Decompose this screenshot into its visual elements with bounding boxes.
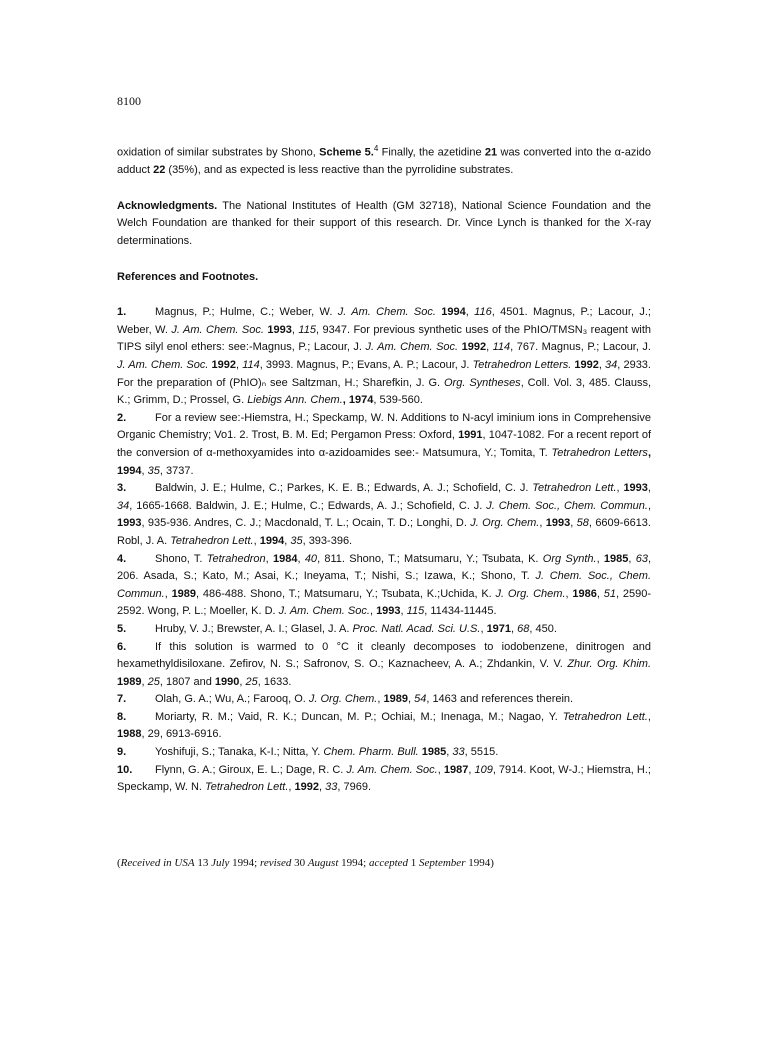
reference-segment: , 1633. (257, 675, 292, 688)
intro-text-1: oxidation of similar substrates by Shono, (117, 146, 320, 159)
accepted-label: accepted (368, 857, 409, 869)
reference-segment: 33 (452, 746, 465, 759)
reference-item (117, 762, 651, 797)
reference-segment: , (377, 693, 384, 706)
reference-item (117, 709, 651, 744)
reference-item (117, 410, 651, 480)
reference-segment: , (288, 781, 295, 794)
reference-segment: J. Am. Chem. Soc. (365, 341, 459, 354)
reference-item (117, 304, 651, 410)
reference-segment: 114 (492, 341, 511, 354)
reference-segment: 1994 (259, 534, 285, 547)
reference-segment: , 1974 (342, 394, 374, 407)
reference-segment: 1988 (117, 728, 142, 741)
reference-segment: 1989 (117, 675, 142, 688)
reference-segment: , 3737. (159, 464, 194, 477)
reference-number: 4. (117, 552, 127, 565)
reference-segment: , (486, 341, 493, 354)
reference-segment: , 5515. (464, 746, 499, 759)
reference-segment: 1984 (273, 552, 298, 565)
reference-segment: , (647, 710, 651, 723)
received-line (117, 857, 677, 869)
accepted-date: 1 (408, 857, 420, 869)
reference-segment: Tetrahedron Letters. (472, 359, 572, 371)
reference-item (117, 480, 651, 550)
reference-segment: , Coll. Vol. 3, 485. Clauss, K.; Grimm, D.; Prossel, G. (117, 376, 651, 407)
received-month: July (211, 857, 230, 869)
reference-number: 10. (117, 763, 133, 776)
reference-segment: J. Org. Chem. (470, 517, 540, 530)
reference-segment: , (596, 587, 604, 600)
reference-segment: 1989 (383, 693, 408, 706)
reference-segment: Magnus, P.; Hulme, C.; Weber, W. (155, 306, 338, 319)
reference-number: 6. (117, 640, 127, 653)
accepted-year: 1994) (465, 857, 494, 869)
reference-segment: , 9347. For previous synthetic uses of the PhIO/TMSN₃ reagent with TIPS silyl enol ethers: see:-Magnus, P.; Lacour, J. (117, 323, 652, 354)
reference-segment: , 11434-11445. (424, 605, 497, 618)
reference-segment: , 7914. Koot, W-J.; Hiemstra, H.; Speckamp, W. N. (117, 763, 651, 794)
reference-segment: 40 (304, 552, 318, 565)
reference-segment: Zhur. Org. Khim. (567, 658, 652, 671)
revised-date: 30 (291, 857, 308, 869)
reference-segment: 35 (147, 464, 160, 477)
reference-segment: , (141, 675, 148, 688)
reference-segment: 51 (603, 587, 616, 600)
reference-segment: 58 (576, 517, 589, 530)
reference-segment: , 1463 and references therein. (426, 693, 574, 706)
article-body (117, 140, 651, 797)
reference-segment: 1993 (623, 482, 648, 495)
reference-segment: , 29, 6913-6916. (141, 728, 222, 741)
reference-segment: , (465, 306, 475, 319)
reference-segment: 1993 (117, 517, 142, 530)
revised-year: 1994; (338, 857, 369, 869)
reference-item (117, 744, 651, 762)
reference-item (117, 621, 651, 639)
reference-segment: , (319, 781, 326, 794)
references-heading: References and Footnotes. (117, 270, 259, 283)
reference-segment: 54 (414, 693, 427, 706)
reference-number: 7. (117, 693, 127, 706)
reference-segment: J. Org. Chem. (495, 587, 566, 600)
reference-segment: , 1047-1082. For a recent report of the conversion of α-methoxyamides into α-azidoamides see:- Matsumura, Y.; Tomita, T. (117, 429, 651, 459)
reference-segment: 1971 (486, 622, 512, 635)
reference-segment: , (291, 323, 299, 336)
reference-segment: Tetrahedron (206, 552, 266, 565)
reference-segment: 115 (298, 323, 316, 336)
reference-segment: 1985 (603, 552, 629, 565)
reference-segment: Org. Syntheses (444, 376, 521, 389)
reference-number: 8. (117, 710, 127, 723)
reference-segment: , 539-560. (373, 394, 423, 407)
reference-segment: 1989 (171, 587, 197, 600)
reference-number: 2. (117, 411, 127, 424)
intro-text-3: was converted into the α-azido adduct (117, 146, 651, 177)
reference-segment: 114 (242, 359, 260, 371)
reference-segment: 1992 (571, 359, 599, 371)
reference-segment: 1993 (376, 605, 401, 618)
reference-segment: 1985 (418, 746, 447, 759)
reference-segment: , 811. Shono, T.; Matsumaru, Y.; Tsubata, K. (317, 552, 543, 565)
reference-segment: , (570, 517, 577, 530)
references-list (117, 304, 651, 797)
reference-segment: Hruby, V. J.; Brewster, A. I.; Glasel, J. A. (155, 622, 353, 635)
reference-segment: , (480, 622, 487, 635)
reference-segment: , 2933. For the preparation of (PhIO)ₙ see Saltzman, H.; Sharefkin, J. G. (117, 359, 651, 389)
reference-item (117, 551, 651, 621)
reference-number: 1. (117, 306, 127, 319)
reference-segment: , 393-396. (302, 534, 353, 547)
reference-segment: Chem. Pharm. Bull. (323, 746, 419, 759)
reference-segment: For a review see:-Hiemstra, H.; Speckamp, W. N. Additions to N-acyl iminium ions in Comprehensive Organic Chemistry; Vo1. 2. Trost, B. M. Ed; Pergamon Press: Oxford, (117, 411, 651, 442)
reference-segment: If this solution is warmed to 0 °C it cleanly decomposes to iodobenzene, dinitrogen and hexamethyldisiloxane. Zefirov, N. S.; Safronov, S. O.; Kaznacheev, A. A.; Zhdankin, V. V. (117, 640, 651, 671)
reference-segment: 25 (245, 675, 258, 688)
reference-segment: , (565, 587, 573, 600)
revised-month: August (307, 857, 339, 869)
reference-segment: 34 (117, 499, 130, 512)
reference-segment: , (265, 552, 273, 565)
received-year: 1994; (229, 857, 260, 869)
reference-segment: 1986 (572, 587, 597, 600)
reference-segment: 33 (325, 781, 338, 794)
reference-segment: 1993 (263, 323, 292, 336)
reference-segment: Liebigs Ann. Chem. (247, 394, 343, 407)
received-label: Received in USA (120, 857, 195, 869)
reference-segment: Proc. Natl. Acad. Sci. U.S. (352, 622, 481, 635)
accepted-month: September (419, 857, 466, 869)
reference-segment: , 7969. (337, 781, 372, 794)
reference-segment: J. Chem. Soc., Chem. Commun. (117, 570, 651, 600)
reference-segment: , (446, 746, 453, 759)
reference-segment: Moriarty, R. M.; Vaid, R. K.; Duncan, M. P.; Ochiai, M.; Inenaga, M.; Nagao, Y. (155, 710, 563, 723)
reference-segment: J. Org. Chem. (308, 693, 378, 706)
reference-segment: 1991 (458, 429, 483, 442)
page-number: 8100 (117, 94, 141, 108)
reference-segment: , (253, 534, 260, 547)
reference-segment: , (598, 359, 606, 371)
reference-segment: J. Chem. Soc., Chem. Commun. (486, 499, 648, 512)
reference-segment: 1993 (545, 517, 571, 530)
reference-segment: J. Am. Chem. Soc. (337, 306, 436, 319)
reference-segment: 63 (635, 552, 648, 565)
reference-number: 5. (117, 622, 127, 635)
reference-segment: Tetrahedron Lett. (205, 781, 289, 794)
reference-segment: , 767. Magnus, P.; Lacour, J. (510, 341, 651, 354)
reference-segment: , (400, 605, 407, 618)
reference-segment: , (297, 552, 305, 565)
reference-segment: , 1994 (117, 446, 651, 477)
reference-segment: , (407, 693, 415, 706)
reference-item (117, 691, 651, 709)
reference-segment: , 206. Asada, S.; Kato, M.; Asai, K.; Ineyama, T.; Nishi, S.; Izawa, K.; Shono, T. (117, 552, 652, 583)
reference-segment: , (596, 552, 604, 565)
reference-segment: Tetrahedron Letters (551, 446, 648, 459)
revised-label: revised (259, 857, 292, 869)
reference-segment: Org Synth. (542, 552, 597, 565)
reference-segment: , 1807 and (159, 675, 215, 688)
reference-segment: 25 (147, 675, 160, 688)
reference-number: 3. (117, 482, 127, 495)
reference-segment: 68 (517, 622, 530, 635)
compound-21: 21 (484, 146, 498, 159)
reference-segment: , 3993. Magnus, P.; Evans, A. P.; Lacour, J. (259, 359, 473, 371)
reference-segment: 1992 (294, 781, 320, 794)
reference-segment: J. Am. Chem. Soc. (346, 763, 438, 776)
reference-segment: 34 (605, 359, 618, 371)
intro-paragraph (117, 140, 651, 180)
reference-segment: , (628, 552, 636, 565)
reference-segment: 115 (406, 605, 425, 618)
reference-segment: , (239, 675, 246, 688)
reference-segment: , (236, 359, 243, 371)
reference-segment: 1990 (214, 675, 240, 688)
scheme-reference: Scheme 5. (319, 146, 374, 159)
reference-segment: , (468, 763, 475, 776)
reference-segment: , 1665-1668. Baldwin, J. E.; Hulme, C.; Edwards, A. J.; Schofield, C. J. (129, 499, 487, 512)
reference-segment: , (369, 605, 377, 618)
reference-segment: , 450. (529, 622, 557, 635)
reference-segment: J. Am. Chem. Soc. (171, 323, 264, 336)
reference-segment: , 6609-6613. Robl, J. A. (117, 517, 651, 547)
received-open: ( (117, 857, 121, 869)
reference-segment: Baldwin, J. E.; Hulme, C.; Parkes, K. E. B.; Edwards, A. J.; Schofield, C. J. (155, 482, 533, 495)
reference-segment: 109 (474, 763, 493, 776)
reference-segment: , (141, 464, 148, 477)
reference-segment: , (616, 482, 624, 495)
reference-segment: , (647, 499, 652, 512)
reference-segment: , (437, 763, 444, 776)
reference-number: 9. (117, 746, 127, 759)
reference-segment: , 935-936. Andres, C. J.; Macdonald, T. L.; Ocain, T. D.; Longhi, D. (141, 517, 471, 530)
reference-segment: , (164, 587, 172, 600)
intro-text-4: (35%), and as expected is less reactive than the pyrrolidine substrates. (165, 164, 514, 177)
reference-segment: , (539, 517, 546, 530)
received-date: 13 (194, 857, 212, 869)
reference-segment: , (647, 482, 651, 495)
acknowledgments-heading: Acknowledgments. (117, 199, 218, 212)
acknowledgments-paragraph (117, 198, 651, 251)
intro-text-2: Finally, the azetidine (378, 146, 485, 159)
reference-segment: 1992 (458, 341, 487, 354)
reference-segment: J. Am. Chem. Soc. (117, 359, 209, 371)
reference-segment: Shono, T. (155, 552, 207, 565)
compound-22: 22 (153, 164, 166, 177)
reference-segment: Tetrahedron Lett. (532, 482, 617, 495)
reference-segment: , (284, 534, 291, 547)
reference-segment: Tetrahedron Lett. (562, 710, 648, 723)
citation-superscript: 4 (373, 144, 379, 153)
reference-segment: Yoshifuji, S.; Tanaka, K-I.; Nitta, Y. (155, 746, 324, 759)
reference-segment: Olah, G. A.; Wu, A.; Farooq, O. (155, 693, 309, 706)
reference-segment: 1987 (443, 763, 469, 776)
reference-segment: 35 (290, 534, 303, 547)
reference-segment: Flynn, G. A.; Giroux, E. L.; Dage, R. C. (155, 763, 347, 776)
reference-segment: 1992 (208, 359, 237, 371)
reference-segment: 1994 (435, 306, 466, 319)
reference-item (117, 639, 651, 692)
reference-segment: J. Am. Chem. Soc. (278, 605, 370, 618)
reference-segment: 116 (474, 306, 492, 319)
reference-segment: , 2590-2592. Wong, P. L.; Moeller, K. D. (117, 587, 651, 618)
reference-segment: , (511, 622, 518, 635)
acknowledgments-text: The National Institutes of Health (GM 32718), National Science Foundation and the Welch Foundation are thanked for their support of this research. Dr. Vince Lynch is thanked for the X-ray determinations. (117, 199, 651, 248)
reference-segment: , 4501. Magnus, P.; Lacour, J.; Weber, W. (117, 306, 651, 336)
reference-segment: , 486-488. Shono, T.; Matsumaru, Y.; Tsubata, K.;Uchida, K. (196, 587, 496, 600)
reference-segment: Tetrahedron Lett. (170, 534, 254, 547)
